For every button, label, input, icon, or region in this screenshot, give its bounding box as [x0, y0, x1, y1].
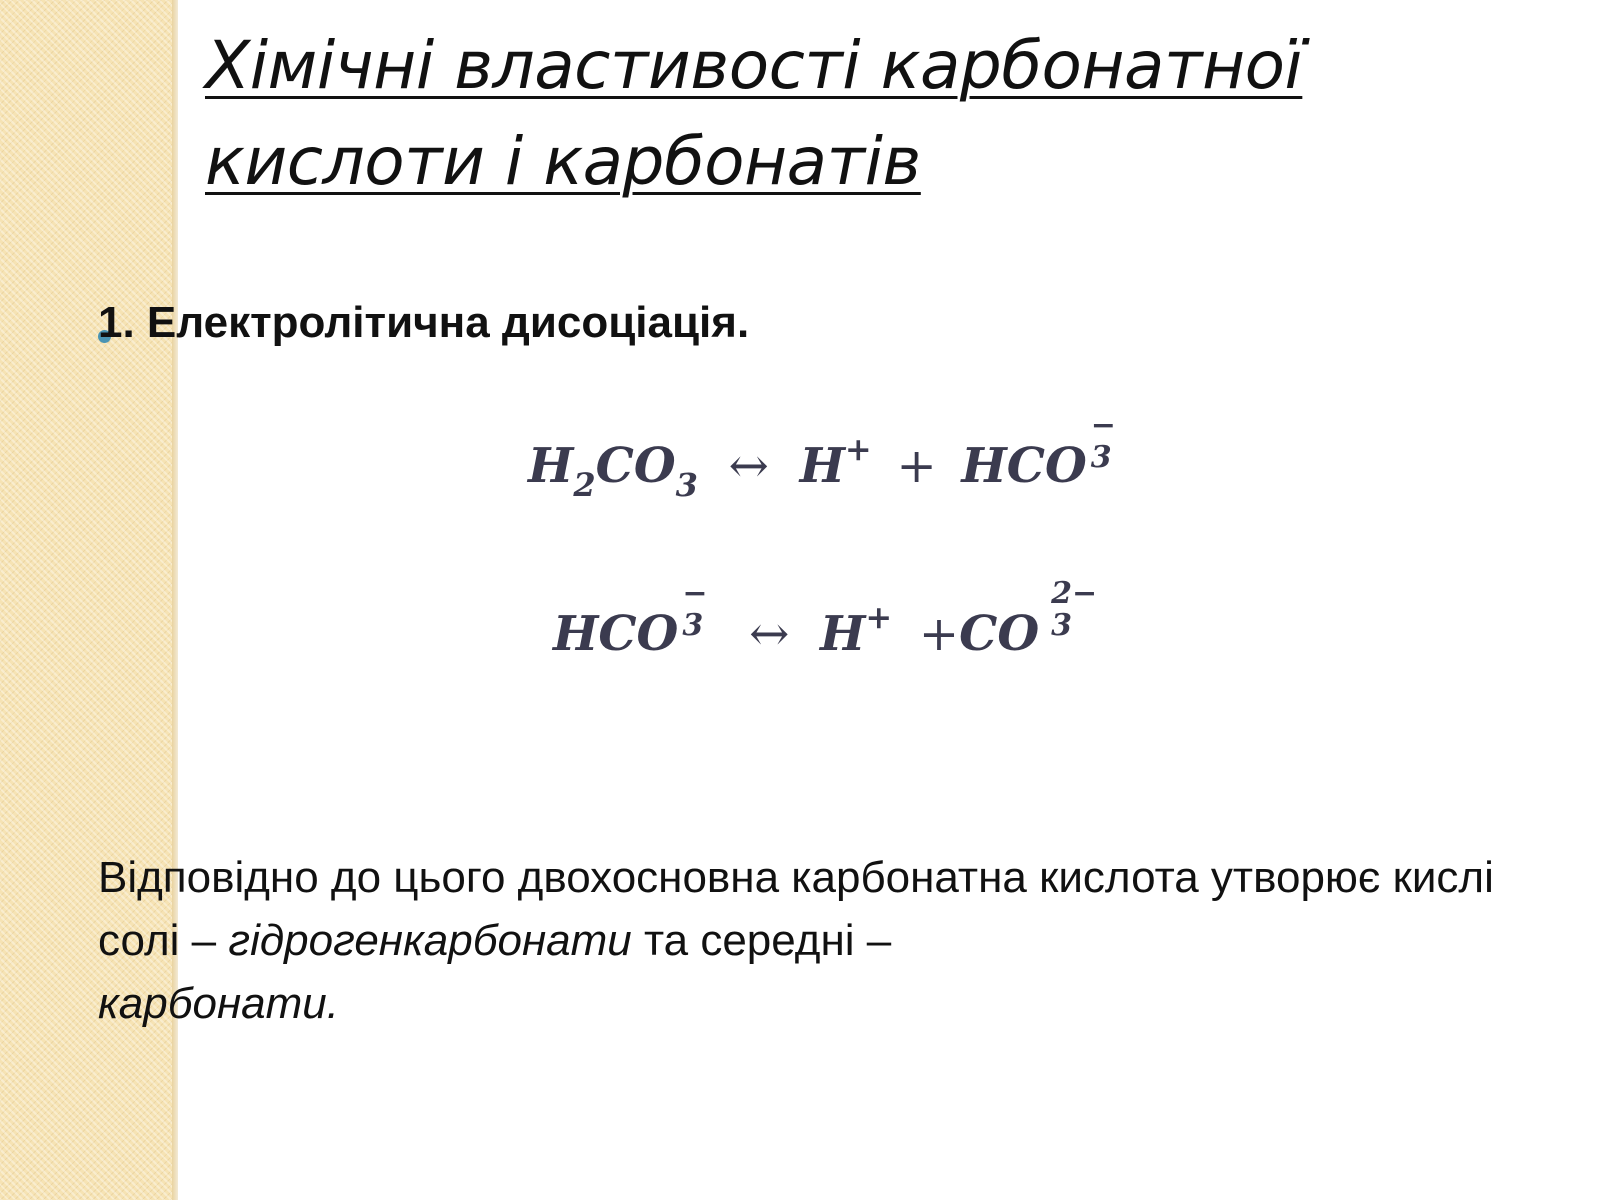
eq1-lhs-co: CO — [595, 438, 676, 494]
equation-carbonic-acid-dissociation — [528, 408, 1127, 504]
explanation-paragraph — [98, 846, 1498, 1035]
slide-title-line-2: кислоти і карбонатів — [205, 123, 921, 200]
eq2-carbonate-charge: 2− — [1051, 576, 1098, 611]
eq2-bicarbonate-charge: − — [682, 576, 708, 611]
eq1-lhs-sub-3: 3 — [675, 466, 698, 504]
eq2-plus-sign: + — [918, 606, 960, 662]
slide-title — [205, 18, 1505, 210]
eq1-bicarbonate-charge: − — [1090, 408, 1116, 443]
eq1-bicarbonate-ion: HCO — [961, 438, 1087, 494]
eq1-hydrogen-ion: H — [799, 438, 845, 494]
eq2-hydrogen-ion: H — [820, 606, 866, 662]
eq1-lhs-h: H — [528, 438, 574, 494]
eq1-bicarbonate-sub-3: 3 — [1090, 440, 1112, 475]
paragraph-text-1: Відповідно до цього двохосновна карбонатна кислота утворює кислі солі – — [98, 853, 1494, 965]
eq2-carbonate-sub-3: 3 — [1051, 608, 1073, 643]
paragraph-term-carbonates: карбонати. — [98, 979, 339, 1028]
section-heading: 1. Електролітична дисоціація. — [98, 298, 750, 347]
eq1-equilibrium-arrow: ↔ — [728, 438, 769, 494]
eq2-equilibrium-arrow: ↔ — [749, 606, 790, 662]
eq1-plus-sign: + — [896, 438, 937, 494]
eq1-lhs-sub-2: 2 — [573, 466, 596, 504]
equation-bicarbonate-dissociation — [553, 576, 1098, 662]
paragraph-term-hydrogencarbonates: гідрогенкарбонати — [228, 916, 632, 965]
eq2-bicarbonate-sub-3: 3 — [682, 608, 704, 643]
eq1-hydrogen-charge: + — [844, 430, 872, 468]
eq2-bicarbonate-ion: HCO — [553, 606, 679, 662]
slide-title-line-1: Хімічні властивості карбонатної — [205, 27, 1303, 104]
paragraph-text-2: та середні – — [631, 916, 892, 965]
eq2-carbonate-ion: CO — [959, 606, 1040, 662]
eq2-hydrogen-charge: + — [865, 598, 893, 636]
